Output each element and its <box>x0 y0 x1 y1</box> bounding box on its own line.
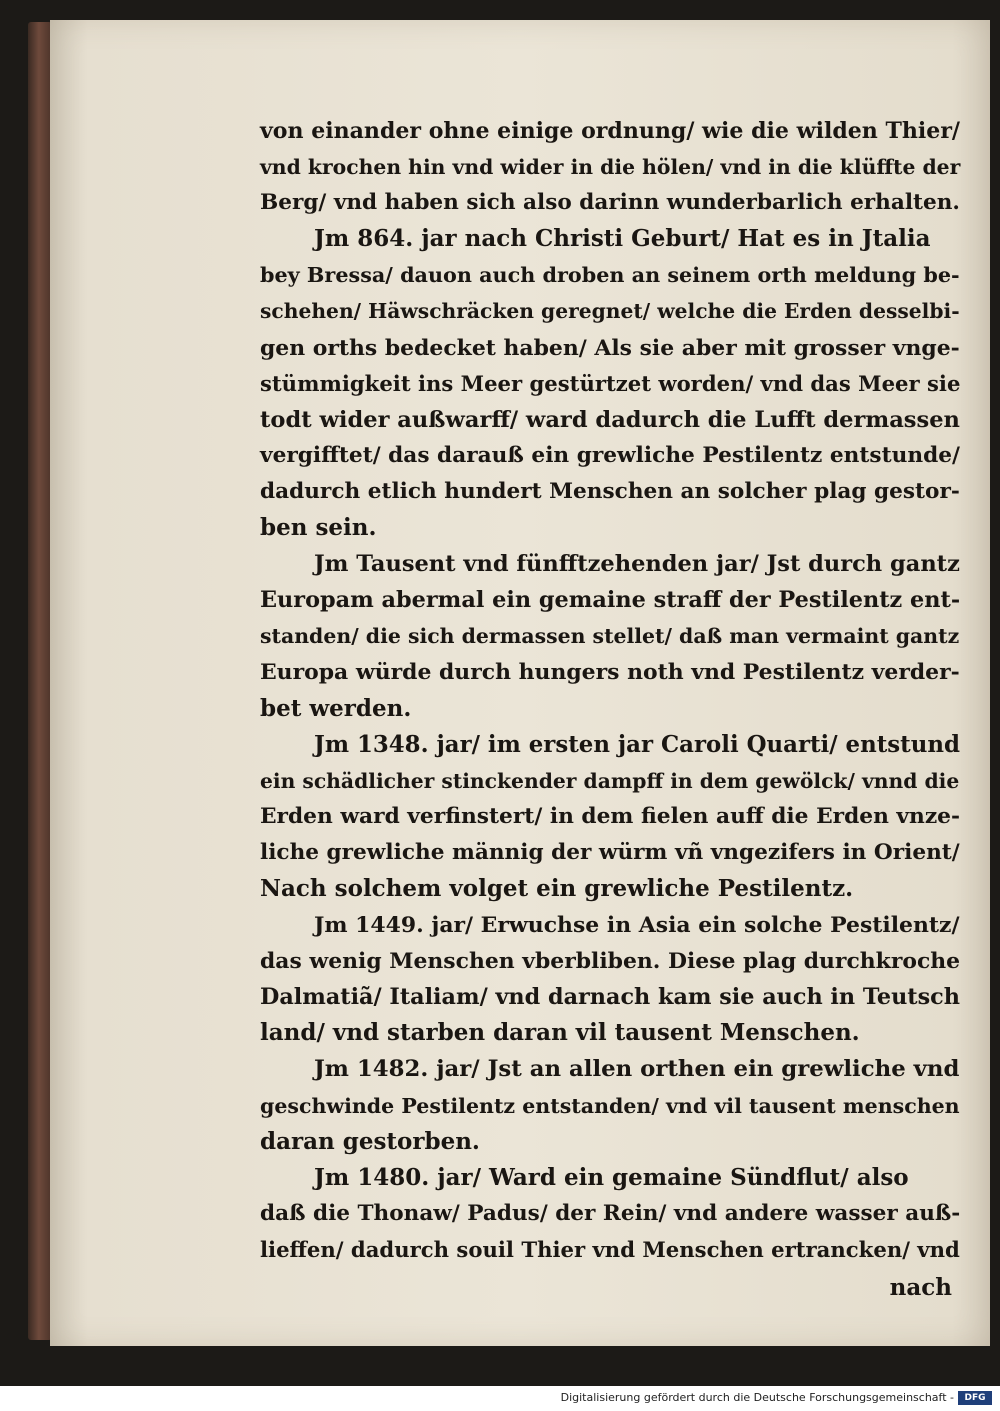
footer-bar <box>0 1386 1000 1411</box>
paragraph-start-line: Jm Tausent vnd fünfftzehenden jar/ Jst durch gantz <box>314 551 960 578</box>
text-line: vergifftet/ das darauß ein grewliche Pestilentz entstunde/ <box>260 442 960 468</box>
text-line: ben sein. <box>260 514 377 542</box>
text-line: bet werden. <box>260 694 412 722</box>
dfg-logo: DFG <box>958 1391 992 1405</box>
text-line: Erden ward verfinstert/ in dem fielen auff die Erden vnze- <box>260 803 960 829</box>
text-line: stümmigkeit ins Meer gestürtzet worden/ vnd das Meer sie <box>260 370 961 396</box>
text-line: von einander ohne einige ordnung/ wie die wilden Thier/ <box>260 118 960 144</box>
text-line: Dalmatiã/ Italiam/ vnd darnach kam sie auch in Teutsch <box>260 984 960 1011</box>
text-line: standen/ die sich dermassen stellet/ daß man vermaint gantz <box>260 624 960 649</box>
paragraph-start-line: Jm 1348. jar/ im ersten jar Caroli Quarti/ entstund <box>314 731 960 758</box>
text-line: daß die Thonaw/ Padus/ der Rein/ vnd andere wasser auß- <box>260 1200 961 1226</box>
text-line: geschwinde Pestilentz entstanden/ vnd vil tausent menschen <box>260 1093 960 1118</box>
text-line: schehen/ Häwschräcken geregnet/ welche die Erden desselbi- <box>260 299 960 324</box>
text-line: Nach solchem volget ein grewliche Pestilentz. <box>260 874 854 902</box>
text-line: gen orths bedecket haben/ Als sie aber mit grosser vnge- <box>260 334 960 361</box>
paragraph-start-line: Jm 1449. jar/ Erwuchse in Asia ein solche Pestilentz/ <box>314 912 960 939</box>
paragraph-start-line: Jm 1482. jar/ Jst an allen orthen ein grewliche vnd <box>314 1056 960 1083</box>
text-block <box>260 113 960 1306</box>
text-line: ein schädlicher stinckender dampff in dem gewölck/ vnnd die <box>260 768 960 793</box>
text-line: liche grewliche männig der würm vñ vngezifers in Orient/ <box>260 839 960 865</box>
text-line: Europam abermal ein gemaine straff der Pestilentz ent- <box>260 587 961 614</box>
text-line: lieffen/ dadurch souil Thier vnd Menschen ertrancken/ vnd <box>260 1236 960 1262</box>
text-line: bey Bressa/ dauon auch droben an seinem orth meldung be- <box>260 263 960 288</box>
text-line: das wenig Menschen vberbliben. Diese plag durchkroche <box>260 948 961 975</box>
text-line: Europa würde durch hungers noth vnd Pestilentz verder- <box>260 659 960 686</box>
catchword: nach <box>889 1274 952 1301</box>
text-line: land/ vnd starben daran vil tausent Menschen. <box>260 1019 860 1047</box>
paragraph-start-line: Jm 1480. jar/ Ward ein gemaine Sündflut/ also <box>314 1163 909 1191</box>
text-line: dadurch etlich hundert Menschen an solcher plag gestor- <box>260 478 960 504</box>
text-line: todt wider außwarff/ ward dadurch die Lufft dermassen <box>260 406 960 433</box>
paragraph-start-line: Jm 864. jar nach Christi Geburt/ Hat es in Jtalia <box>314 225 931 253</box>
funding-credit: Digitalisierung gefördert durch die Deutsche Forschungsgemeinschaft - <box>560 1391 954 1404</box>
text-line: daran gestorben. <box>260 1127 480 1155</box>
text-line: Berg/ vnd haben sich also darinn wunderbarlich erhalten. <box>260 190 960 216</box>
book-spine-edge <box>28 22 52 1340</box>
text-line: vnd krochen hin vnd wider in die hölen/ vnd in die klüffte der <box>260 155 961 180</box>
